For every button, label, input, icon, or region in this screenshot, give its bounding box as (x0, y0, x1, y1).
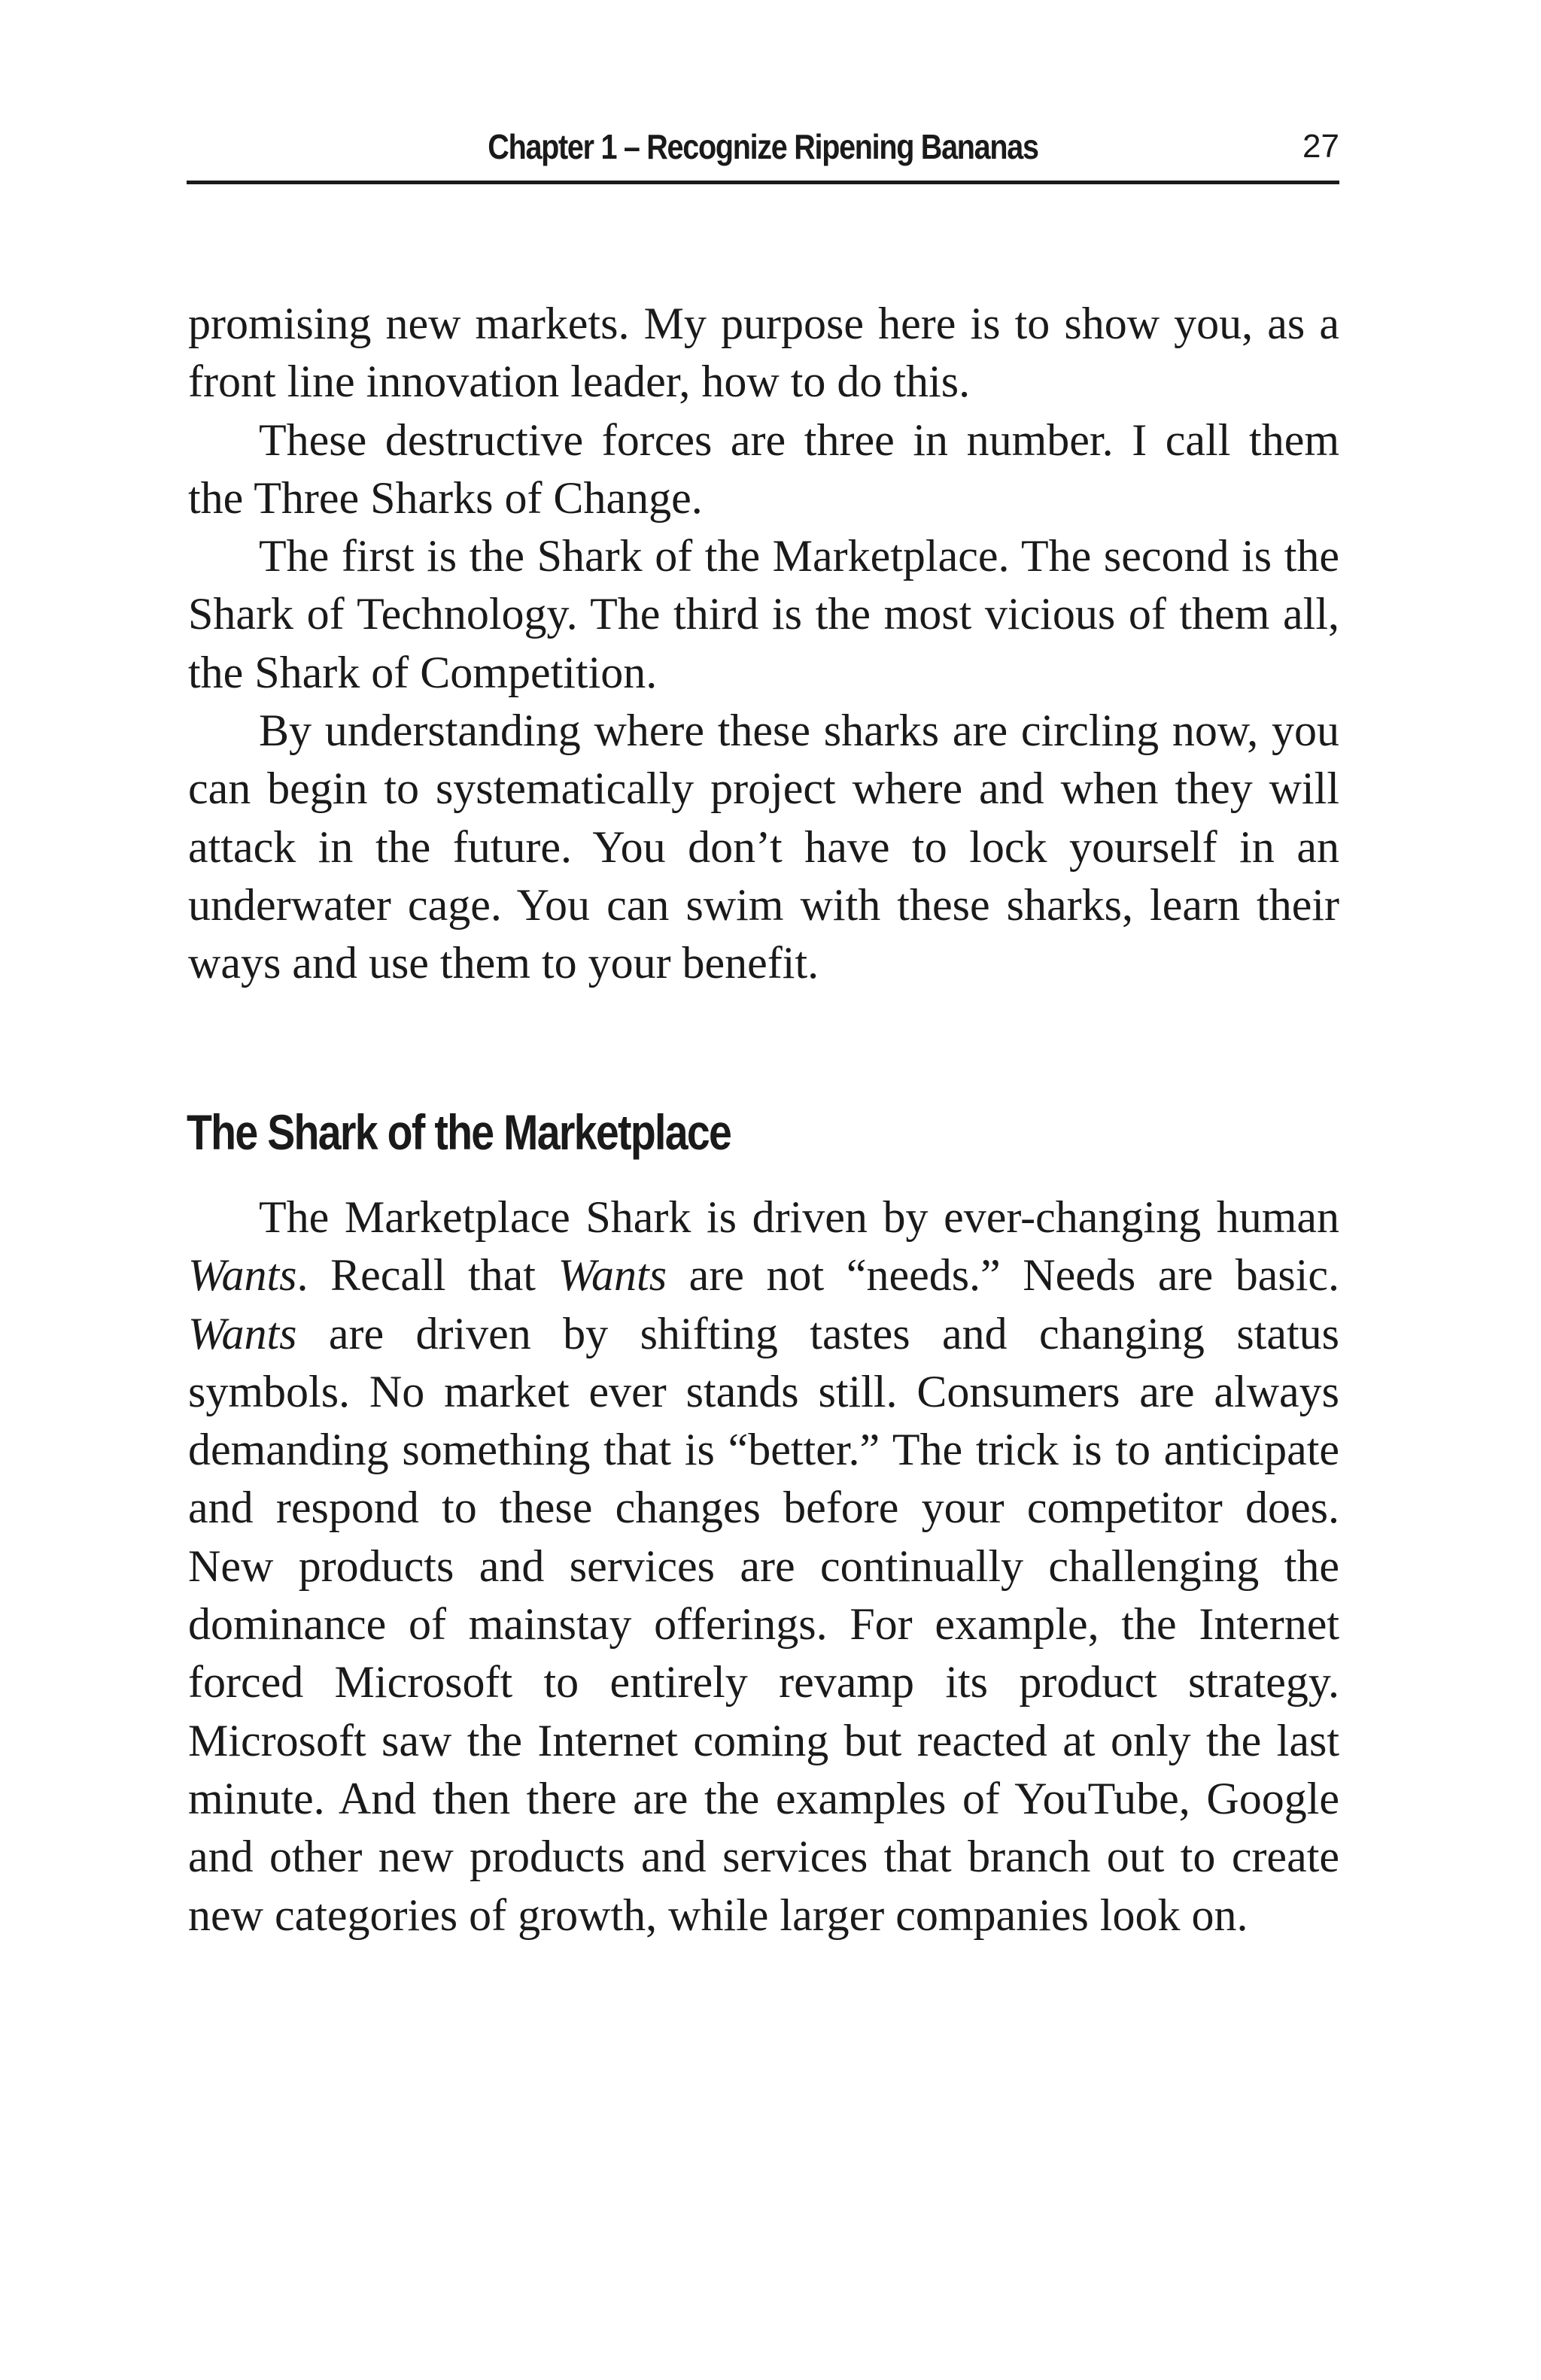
paragraph: promising new markets. My purpose here is to show you, as a front line innovation leader, how to do this. (188, 299, 1339, 407)
page-number: 27 (1302, 128, 1339, 165)
italic-term: Wants (188, 1250, 297, 1301)
italic-term: Wants (188, 1308, 297, 1358)
section-text (188, 1188, 1339, 1944)
paragraph: These destructive forces are three in number. I call them the Three Sharks of Change. (188, 414, 1339, 523)
text-run: are driven by shifting tastes and changing status symbols. No market ever stands still. Consumers are always demanding something that is “better.” The trick is to anticipate and respond to these changes before your competitor does. New products and services are continually challenging the dominance of mainstay offerings. For example, the Internet forced Microsoft to entirely revamp its product strategy. Microsoft saw the Internet coming but reacted at only the last minute. And then there are the examples of YouTube, Google and other new products and services that branch out to create new categories of growth, while larger companies look on. (188, 1308, 1339, 1940)
text-run: The Marketplace Shark is driven by ever-changing human (259, 1192, 1339, 1242)
section-heading: The Shark of the Marketplace (187, 1104, 731, 1160)
intro-text (188, 295, 1339, 993)
paragraph (188, 1188, 1339, 1944)
paragraph: The first is the Shark of the Marketplace. The second is the Shark of Technology. The third is the most vicious of them all, the Shark of Competition. (188, 531, 1339, 697)
paragraph: By understanding where these sharks are circling now, you can begin to systematically project where and when they will attack in the future. You don’t have to lock yourself in an underwater cage. You can swim with these sharks, learn their ways and use them to your benefit. (188, 706, 1339, 988)
text-run: . Recall that (296, 1250, 558, 1301)
text-run: are not “needs.” Needs are basic. (667, 1250, 1339, 1301)
running-header (187, 120, 1339, 184)
italic-term: Wants (558, 1250, 667, 1301)
chapter-title: Chapter 1 – Recognize Ripening Bananas (488, 127, 1038, 166)
